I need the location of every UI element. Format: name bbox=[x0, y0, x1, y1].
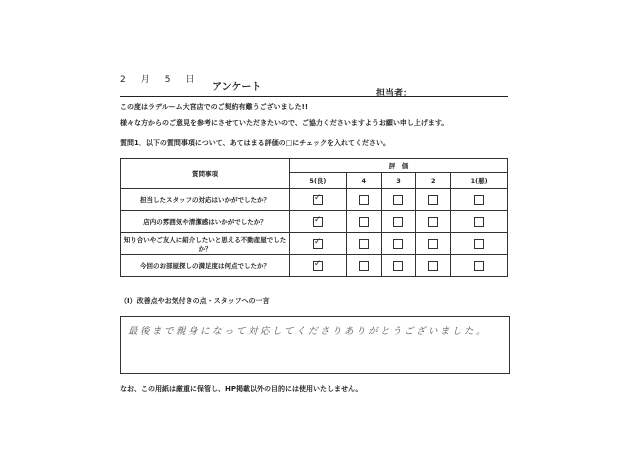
survey-title: アンケート bbox=[212, 82, 262, 93]
date-day: 5 bbox=[164, 75, 172, 85]
checkbox[interactable] bbox=[359, 217, 369, 227]
scale-5: 5(良) bbox=[290, 173, 347, 189]
scale-4: 4 bbox=[346, 173, 381, 189]
checkbox[interactable] bbox=[428, 261, 438, 271]
staff-label: 担当者： bbox=[376, 89, 413, 99]
table-row bbox=[121, 211, 508, 233]
question-text: 今回のお部屋探しの満足度は何点でしたか？ bbox=[121, 255, 290, 277]
table-row bbox=[121, 233, 508, 255]
date-month: 2 bbox=[120, 75, 127, 85]
question-text: 店内の雰囲気や清潔感はいかがでしたか？ bbox=[121, 211, 290, 233]
question-text: 知り合いやご友人に紹介したいと思える不動産屋でしたか？ bbox=[121, 233, 290, 255]
checkbox[interactable] bbox=[359, 195, 369, 205]
checkbox[interactable] bbox=[393, 195, 403, 205]
checkbox[interactable] bbox=[428, 239, 438, 249]
checkbox[interactable] bbox=[313, 239, 323, 249]
comment-label: （Ⅰ）改善点やお気付きの点・スタッフへの一言 bbox=[120, 297, 270, 305]
checkbox[interactable] bbox=[393, 217, 403, 227]
header-divider bbox=[120, 96, 508, 97]
date bbox=[120, 72, 210, 85]
header-question: 質問事項 bbox=[121, 159, 290, 189]
header-rating: 評 価 bbox=[290, 159, 508, 173]
checkbox[interactable] bbox=[393, 239, 403, 249]
table-row bbox=[121, 189, 508, 211]
table-row bbox=[121, 255, 508, 277]
checkbox[interactable] bbox=[428, 195, 438, 205]
thanks-text: この度はラデルーム大宮店でのご契約有難うございました!! bbox=[120, 103, 309, 111]
checkbox[interactable] bbox=[359, 261, 369, 271]
question1-instruction: 質問1．以下の質問事項について、あてはまる評価の□にチェックを入れてください。 bbox=[120, 139, 390, 147]
checkbox[interactable] bbox=[474, 261, 484, 271]
handwritten-comment: 最後まで親身になって対応してくださりありがとうございました。 bbox=[128, 326, 489, 337]
question-text: 担当したスタッフの対応はいかがでしたか？ bbox=[121, 189, 290, 211]
scale-2: 2 bbox=[416, 173, 451, 189]
checkbox[interactable] bbox=[313, 195, 323, 205]
scale-3: 3 bbox=[381, 173, 416, 189]
checkbox[interactable] bbox=[359, 239, 369, 249]
date-month-label: 月 bbox=[140, 75, 151, 85]
request-text: 様々な方からのご意見を参考にさせていただきたいので、ご協力くださいますようお願い申し上げます。 bbox=[120, 119, 449, 127]
checkbox[interactable] bbox=[313, 261, 323, 271]
checkbox[interactable] bbox=[474, 195, 484, 205]
date-day-label: 日 bbox=[185, 75, 196, 85]
checkbox[interactable] bbox=[474, 217, 484, 227]
checkbox[interactable] bbox=[428, 217, 438, 227]
scale-1: 1(悪) bbox=[451, 173, 508, 189]
checkbox[interactable] bbox=[393, 261, 403, 271]
privacy-note: なお、この用紙は厳重に保管し、HP掲載以外の目的には使用いたしません。 bbox=[120, 385, 363, 393]
checkbox[interactable] bbox=[313, 217, 323, 227]
rating-table bbox=[120, 158, 508, 277]
checkbox[interactable] bbox=[474, 239, 484, 249]
